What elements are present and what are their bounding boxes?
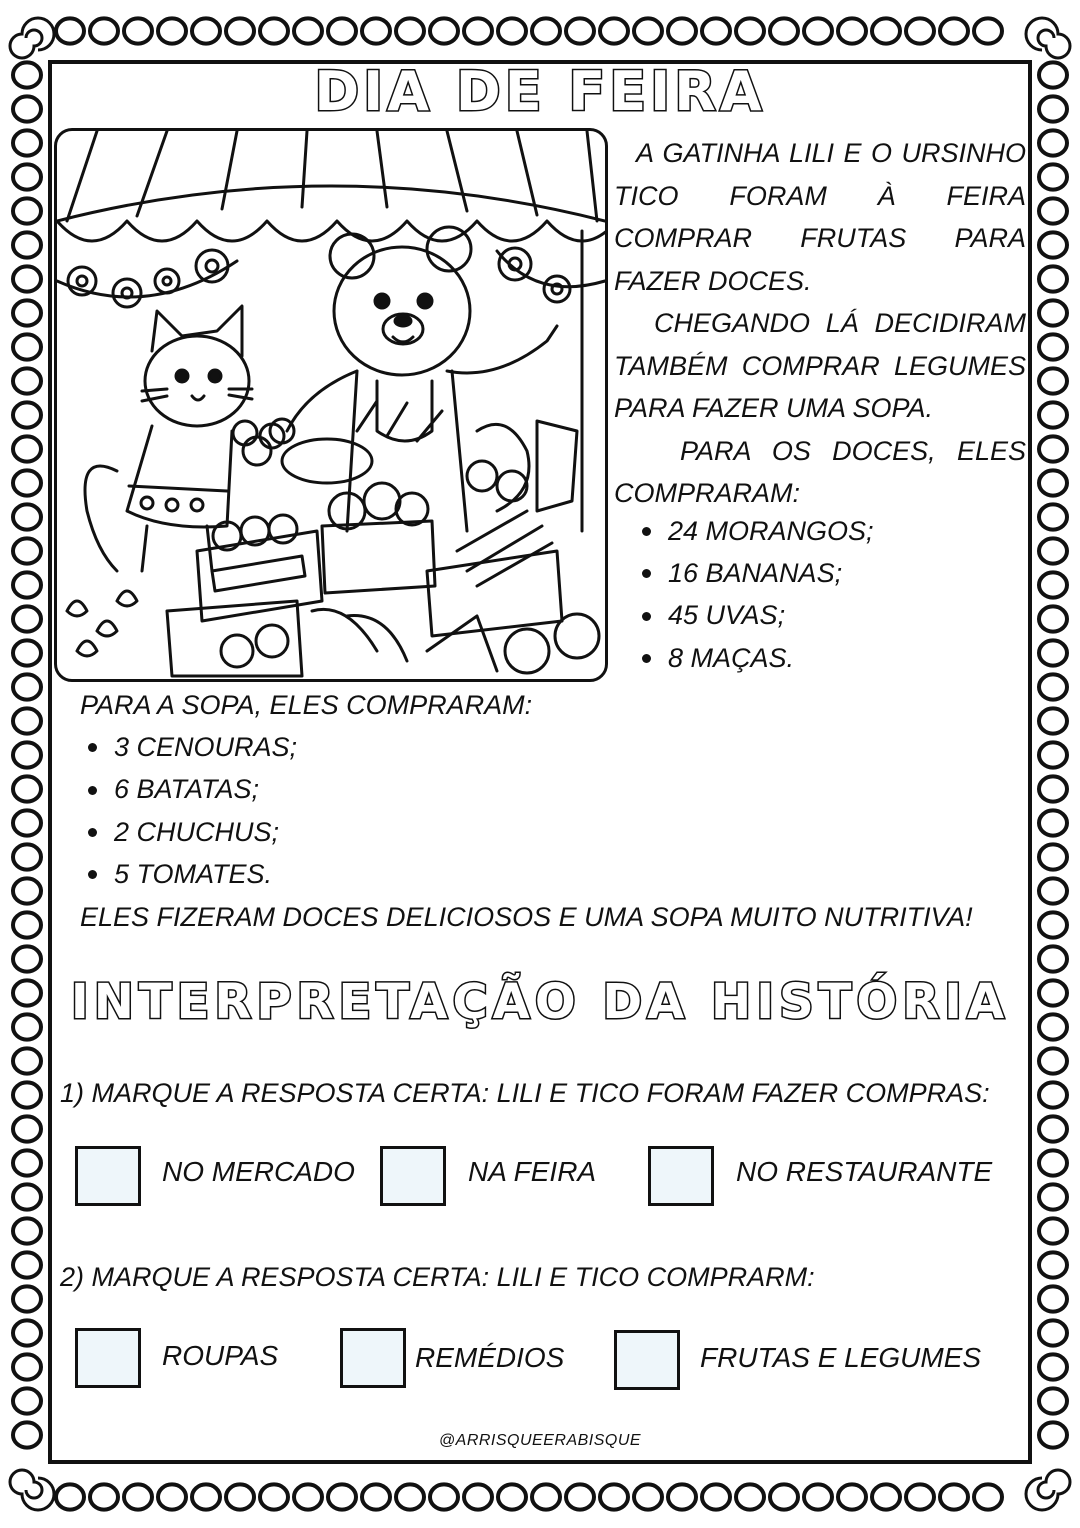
border-circle xyxy=(13,266,41,291)
option-label: NO RESTAURANTE xyxy=(736,1156,993,1187)
border-circle xyxy=(1039,1320,1067,1345)
sweets-list xyxy=(634,510,874,679)
border-circle xyxy=(1039,776,1067,801)
border-circle xyxy=(1039,640,1067,665)
border-circle xyxy=(702,18,730,43)
border-circle xyxy=(13,436,41,461)
border-circle xyxy=(1039,164,1067,189)
border-circle xyxy=(1039,878,1067,903)
border-circle xyxy=(1039,1388,1067,1413)
border-circle xyxy=(226,18,254,43)
border-circle xyxy=(1039,368,1067,393)
border-circle xyxy=(13,708,41,733)
border-circle xyxy=(1039,912,1067,937)
border-circle xyxy=(13,1286,41,1311)
border-circle xyxy=(13,198,41,223)
list-item: 45 UVAS; xyxy=(634,594,874,636)
border-circle xyxy=(872,1484,900,1509)
option-label: NA FEIRA xyxy=(468,1156,597,1187)
border-circle xyxy=(90,1484,118,1509)
border-circle xyxy=(260,18,288,43)
border-circle xyxy=(396,1484,424,1509)
border-circle xyxy=(158,18,186,43)
option-label: FRUTAS E LEGUMES xyxy=(700,1342,982,1373)
border-circle xyxy=(13,844,41,869)
border-circle xyxy=(13,674,41,699)
border-circle xyxy=(124,18,152,43)
story-paragraph: PARA OS DOCES, ELES COMPRARAM: xyxy=(614,435,1026,508)
border-circle xyxy=(1039,300,1067,325)
checkbox-roupas[interactable] xyxy=(75,1328,141,1388)
checkbox-no-mercado[interactable] xyxy=(75,1146,141,1206)
border-circle xyxy=(294,18,322,43)
border-circle xyxy=(498,18,526,43)
border-circle xyxy=(1039,266,1067,291)
border-circle xyxy=(464,18,492,43)
border-circle xyxy=(13,130,41,155)
checkbox-remedios[interactable] xyxy=(340,1328,406,1388)
soup-intro: PARA A SOPA, ELES COMPRARAM: xyxy=(80,690,533,720)
border-circle xyxy=(702,1484,730,1509)
border-circle xyxy=(13,776,41,801)
border-circle xyxy=(906,1484,934,1509)
border-circle xyxy=(1039,334,1067,359)
border-circle xyxy=(13,164,41,189)
checkbox-frutas-e-legumes[interactable] xyxy=(614,1330,680,1390)
list-item: 8 MAÇAS. xyxy=(634,637,874,679)
border-circle xyxy=(974,18,1002,43)
border-circle xyxy=(566,1484,594,1509)
border-circle xyxy=(668,1484,696,1509)
border-circle xyxy=(838,18,866,43)
border-circle xyxy=(770,18,798,43)
border-circle xyxy=(940,1484,968,1509)
border-circle xyxy=(13,1082,41,1107)
border-circle xyxy=(498,1484,526,1509)
border-circle xyxy=(1039,232,1067,257)
bear-icon xyxy=(270,227,557,531)
border-circle xyxy=(634,18,662,43)
border-circle xyxy=(1039,198,1067,223)
border-circle xyxy=(1039,538,1067,563)
border-circle xyxy=(736,18,764,43)
border-circle xyxy=(56,18,84,43)
option-label: NO MERCADO xyxy=(162,1156,355,1187)
border-circle xyxy=(260,1484,288,1509)
question-1: 1) MARQUE A RESPOSTA CERTA: LILI E TICO FORAM FAZER COMPRAS: xyxy=(60,1078,990,1108)
border-circle xyxy=(13,232,41,257)
border-circle xyxy=(906,18,934,43)
border-circle xyxy=(13,1354,41,1379)
border-circle xyxy=(1039,1048,1067,1073)
border-circle xyxy=(1039,504,1067,529)
border-circle xyxy=(430,18,458,43)
border-circle xyxy=(770,1484,798,1509)
border-circle xyxy=(13,742,41,767)
list-item: 16 BANANAS; xyxy=(634,552,874,594)
page-title: DIA DE FEIRA xyxy=(314,60,766,123)
option-label: REMÉDIOS xyxy=(415,1342,565,1373)
border-circle xyxy=(294,1484,322,1509)
border-circle xyxy=(13,878,41,903)
border-circle xyxy=(13,538,41,563)
border-circle xyxy=(804,18,832,43)
border-circle xyxy=(13,368,41,393)
border-circle xyxy=(13,606,41,631)
story-paragraph: CHEGANDO LÁ DECIDIRAM TAMBÉM COMPRAR LEGUMES PARA FAZER UMA SOPA. xyxy=(614,308,1026,423)
border-circle xyxy=(838,1484,866,1509)
option-label: ROUPAS xyxy=(162,1340,279,1371)
list-item: 6 BATATAS; xyxy=(80,768,532,810)
border-circle xyxy=(192,18,220,43)
border-circle xyxy=(804,1484,832,1509)
list-item: 5 TOMATES. xyxy=(80,853,532,895)
border-circle xyxy=(1039,844,1067,869)
border-circle xyxy=(13,912,41,937)
border-circle xyxy=(1039,606,1067,631)
border-circle xyxy=(13,402,41,427)
story-text xyxy=(614,132,1026,515)
border-circle xyxy=(1039,436,1067,461)
market-illustration xyxy=(54,128,608,682)
border-circle xyxy=(13,1150,41,1175)
border-circle xyxy=(600,1484,628,1509)
border-circle xyxy=(13,470,41,495)
border-circle xyxy=(13,334,41,359)
border-circle xyxy=(1039,1354,1067,1379)
border-circle xyxy=(1039,470,1067,495)
border-circle xyxy=(600,18,628,43)
border-circle xyxy=(13,504,41,529)
border-circle xyxy=(1039,1082,1067,1107)
border-circle xyxy=(566,18,594,43)
border-circle xyxy=(13,1388,41,1413)
list-item: 2 CHUCHUS; xyxy=(80,811,532,853)
border-circle xyxy=(532,1484,560,1509)
border-circle xyxy=(1039,1218,1067,1243)
cat-icon xyxy=(85,306,284,571)
list-item: 3 CENOURAS; xyxy=(80,726,532,768)
border-circle xyxy=(430,1484,458,1509)
border-circle xyxy=(13,1116,41,1141)
section-title: INTERPRETAÇÃO DA HISTÓRIA xyxy=(70,974,1010,1030)
border-circle xyxy=(736,1484,764,1509)
border-circle xyxy=(192,1484,220,1509)
border-circle xyxy=(974,1484,1002,1509)
border-circle xyxy=(532,18,560,43)
border-circle xyxy=(13,1218,41,1243)
border-circle xyxy=(1039,810,1067,835)
border-circle xyxy=(124,1484,152,1509)
crate-icon xyxy=(167,521,562,676)
list-item: 24 MORANGOS; xyxy=(634,510,874,552)
question-2: 2) MARQUE A RESPOSTA CERTA: LILI E TICO COMPRARM: xyxy=(60,1262,815,1292)
border-circle xyxy=(13,946,41,971)
border-circle xyxy=(362,18,390,43)
border-circle xyxy=(362,1484,390,1509)
checkbox-na-feira[interactable] xyxy=(380,1146,446,1206)
border-circle xyxy=(13,1048,41,1073)
story-paragraph: A GATINHA LILI E O URSINHO TICO FORAM À FEIRA COMPRAR FRUTAS PARA FAZER DOCES. xyxy=(614,138,1026,296)
border-circle xyxy=(1039,1252,1067,1277)
credit-text: @ARRISQUEERABISQUE xyxy=(438,1432,642,1449)
soup-list xyxy=(80,726,532,895)
border-circle xyxy=(396,18,424,43)
border-circle xyxy=(1039,1150,1067,1175)
border-circle xyxy=(1039,674,1067,699)
border-circle xyxy=(872,18,900,43)
border-circle xyxy=(328,18,356,43)
border-circle xyxy=(56,1484,84,1509)
border-circle xyxy=(634,1484,662,1509)
border-circle xyxy=(1039,1116,1067,1141)
border-circle xyxy=(13,1252,41,1277)
border-circle xyxy=(13,640,41,665)
border-circle xyxy=(226,1484,254,1509)
border-circle xyxy=(1039,572,1067,597)
border-circle xyxy=(328,1484,356,1509)
border-circle xyxy=(1039,1184,1067,1209)
awning-icon xyxy=(57,186,605,221)
border-circle xyxy=(13,572,41,597)
border-circle xyxy=(1039,946,1067,971)
soup-section xyxy=(80,684,532,895)
border-circle xyxy=(13,1320,41,1345)
border-circle xyxy=(13,300,41,325)
border-circle xyxy=(158,1484,186,1509)
border-circle xyxy=(13,1184,41,1209)
border-circle xyxy=(940,18,968,43)
border-circle xyxy=(1039,130,1067,155)
border-circle xyxy=(1039,742,1067,767)
border-circle xyxy=(1039,1286,1067,1311)
story-ending: ELES FIZERAM DOCES DELICIOSOS E UMA SOPA MUITO NUTRITIVA! xyxy=(80,902,973,932)
border-circle xyxy=(13,810,41,835)
border-circle xyxy=(90,18,118,43)
border-circle xyxy=(1039,708,1067,733)
border-circle xyxy=(668,18,696,43)
checkbox-no-restaurante[interactable] xyxy=(648,1146,714,1206)
border-circle xyxy=(464,1484,492,1509)
border-circle xyxy=(1039,402,1067,427)
